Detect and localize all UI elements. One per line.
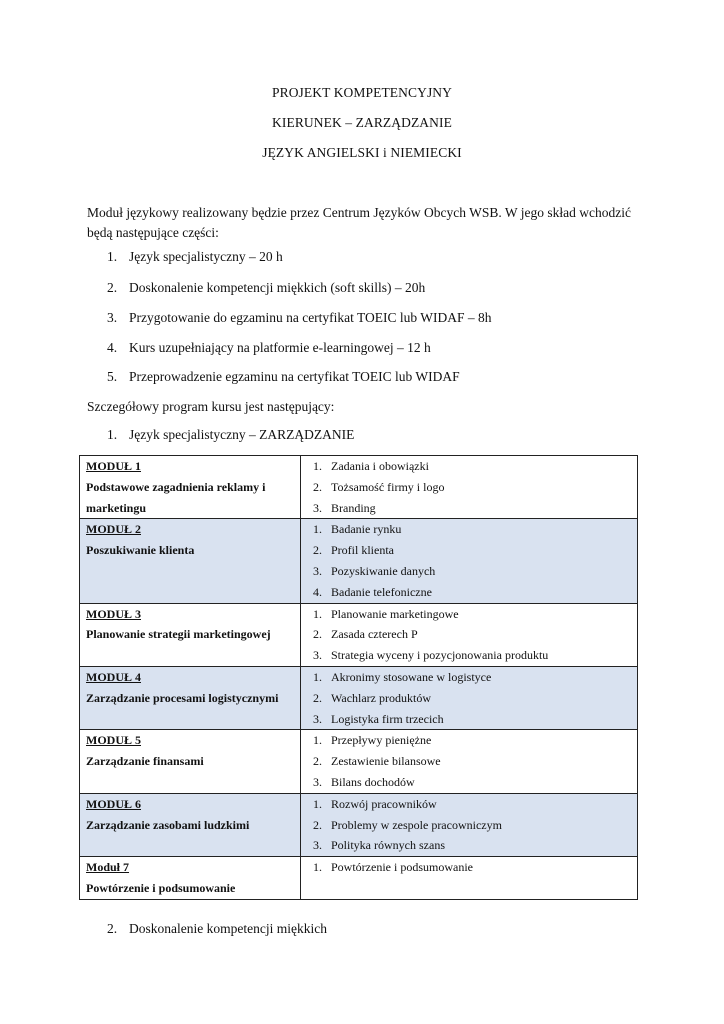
module-cell (80, 456, 301, 519)
list-number: 1. (107, 249, 118, 264)
module-cell (80, 666, 301, 729)
intro-paragraph: Moduł językowy realizowany będzie przez Centrum Języków Obcych WSB. W jego skład wchodzić będą następujące części: (87, 205, 631, 240)
module-row (80, 456, 638, 519)
list-number: 2. (107, 280, 118, 295)
module-title: Zarządzanie zasobami ludzkimi (86, 817, 250, 832)
module-row (80, 857, 638, 900)
topic-item: 1. Powtórzenie i podsumowanie (313, 860, 473, 875)
list-text: Przygotowanie do egzaminu na certyfikat TOEIC lub WIDAF – 8h (129, 310, 492, 325)
topic-item: 3. Branding (313, 500, 376, 515)
topic-item: 3. Polityka równych szans (313, 838, 445, 853)
module-label: MODUŁ 4 (86, 669, 141, 684)
list-number: 5. (107, 369, 118, 384)
section-heading-2 (107, 921, 327, 937)
topics-cell (301, 603, 638, 666)
topics-cell (301, 519, 638, 603)
module-title: Zarządzanie finansami (86, 754, 204, 769)
list-text: Doskonalenie kompetencji miękkich (soft skills) – 20h (129, 280, 426, 295)
topics-cell (301, 857, 638, 900)
module-title: Podstawowe zagadnienia reklamy i (86, 479, 266, 494)
module-title: Poszukiwanie klienta (86, 543, 195, 558)
module-cell (80, 603, 301, 666)
module-label: MODUŁ 3 (86, 606, 141, 621)
topics-cell (301, 730, 638, 793)
module-label: MODUŁ 1 (86, 459, 141, 473)
list-number: 3. (107, 310, 118, 325)
module-label: MODUŁ 2 (86, 522, 141, 537)
topic-item: 1. Badanie rynku (313, 522, 402, 537)
module-title: Planowanie strategii marketingowej (86, 627, 271, 642)
topic-item: 3. Logistyka firm trzecich (313, 711, 444, 726)
topic-item: 1. Zadania i obowiązki (313, 459, 429, 473)
module-cell (80, 793, 301, 856)
topics-cell (301, 666, 638, 729)
list-text: Język specjalistyczny – ZARZĄDZANIE (129, 427, 355, 442)
module-label: MODUŁ 5 (86, 733, 141, 748)
module-row (80, 730, 638, 793)
parts-list-item (107, 310, 492, 326)
module-row (80, 793, 638, 856)
document-title: PROJEKT KOMPETENCYJNY (272, 85, 452, 100)
document-subtitle-languages: JĘZYK ANGIELSKI i NIEMIECKI (262, 145, 462, 160)
topic-item: 1. Planowanie marketingowe (313, 606, 459, 621)
topic-item: 2. Zestawienie bilansowe (313, 754, 441, 769)
topic-item: 2. Profil klienta (313, 543, 394, 558)
list-text: Przeprowadzenie egzaminu na certyfikat TOEIC lub WIDAF (129, 369, 460, 384)
module-row (80, 519, 638, 603)
list-text: Język specjalistyczny – 20 h (129, 249, 283, 264)
parts-list-item (107, 249, 283, 265)
module-cell (80, 857, 301, 900)
module-title: marketingu (86, 500, 146, 515)
list-number: 4. (107, 340, 118, 355)
topic-item: 3. Pozyskiwanie danych (313, 563, 436, 578)
parts-list-item (107, 369, 460, 385)
topic-item: 1. Przepływy pieniężne (313, 733, 432, 748)
parts-list-item (107, 280, 425, 296)
topic-item: 2. Wachlarz produktów (313, 690, 431, 705)
topic-item: 1. Akronimy stosowane w logistyce (313, 669, 492, 684)
topic-item: 2. Tożsamość firmy i logo (313, 479, 445, 494)
parts-list-item (107, 340, 431, 356)
topics-cell (301, 456, 638, 519)
module-cell (80, 519, 301, 603)
topic-item: 2. Problemy w zespole pracowniczym (313, 817, 502, 832)
program-intro: Szczegółowy program kursu jest następujący: (87, 399, 335, 414)
modules-table (79, 455, 638, 900)
module-cell (80, 730, 301, 793)
module-title: Powtórzenie i podsumowanie (86, 880, 236, 895)
topics-cell (301, 793, 638, 856)
list-text: Doskonalenie kompetencji miękkich (129, 921, 327, 936)
module-title: Zarządzanie procesami logistycznymi (86, 690, 279, 705)
list-number: 1. (107, 427, 118, 442)
module-row (80, 603, 638, 666)
list-text: Kurs uzupełniający na platformie e-learningowej – 12 h (129, 340, 431, 355)
module-row (80, 666, 638, 729)
topic-item: 2. Zasada czterech P (313, 627, 418, 642)
topic-item: 1. Rozwój pracowników (313, 796, 437, 811)
topic-item: 4. Badanie telefoniczne (313, 584, 432, 599)
topic-item: 3. Bilans dochodów (313, 774, 415, 789)
topic-item: 3. Strategia wyceny i pozycjonowania produktu (313, 648, 549, 663)
section-heading-1 (107, 427, 354, 443)
module-label: MODUŁ 6 (86, 796, 141, 811)
document-subtitle-field: KIERUNEK – ZARZĄDZANIE (272, 115, 452, 130)
list-number: 2. (107, 921, 118, 936)
module-label: Moduł 7 (86, 860, 130, 875)
